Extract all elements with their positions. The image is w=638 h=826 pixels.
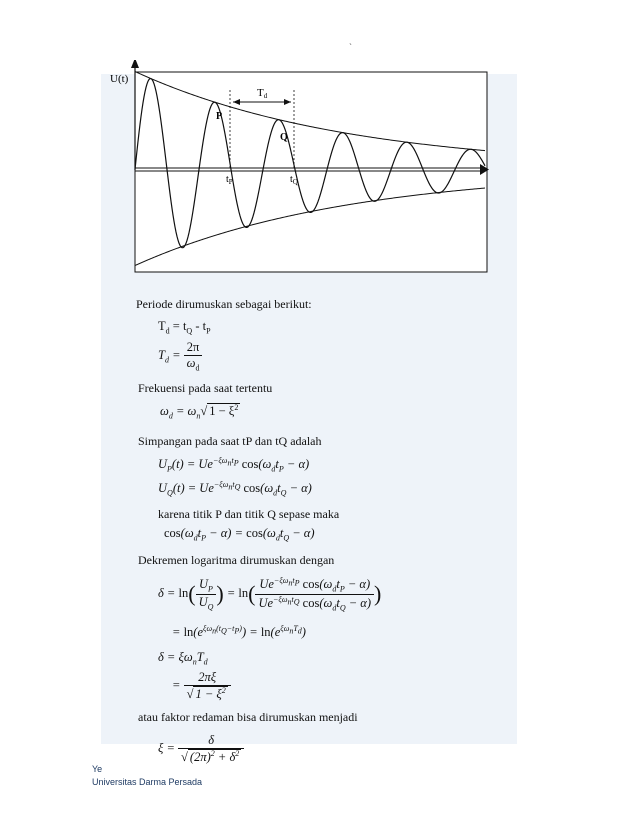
point-p-label: P xyxy=(216,111,223,122)
eq-decrement-4: = $\frac{2\pi\xi}{√ 1 - \xi^2}$ xyxy=(172,670,231,702)
damped-oscillation-figure xyxy=(100,60,500,280)
text-phase-intro: karena titik P dan titik Q sepase maka xyxy=(158,507,340,521)
eq-decrement-1: δ = ln( $\frac{U_P}{U_Q}$ ) = ln( $\frac{Ue^{-\xi\omega_nt_P} \cos(\omega_dt_P - \alpha)}{Ue^{-\xi\omega_nt_Q} \cos(\omega_dt_Q - \alpha)}$ ) xyxy=(158,576,382,613)
eq-phase: $\cos(\omega_dt_P - \alpha) = \cos(\omega_dt_Q - \alpha)$ xyxy=(164,526,315,543)
text-frequency-intro: Frekuensi pada saat tertentu xyxy=(138,381,273,395)
y-axis-label: U(t) xyxy=(110,73,129,85)
eq-period-1: $T_d = t_Q - t_P$ xyxy=(158,319,211,336)
text-displacement-intro: Simpangan pada saat tP dan tQ adalah xyxy=(138,434,322,448)
text-period-intro: Periode dirumuskan sebagai berikut: xyxy=(136,297,312,311)
stray-mark: ` xyxy=(349,42,352,52)
footer-university: Universitas Darma Persada xyxy=(92,777,203,787)
eq-period-2: $T_d$ = $\frac{2\pi}{\omega_d}$ xyxy=(158,340,202,373)
eq-displacement-q: $U_Q(t) = Ue^{-\xi\omega_nt_Q}$ $\cos(\omega_dt_Q - \alpha)$ xyxy=(158,480,312,498)
text-decrement-intro: Dekremen logaritma dirumuskan dengan xyxy=(138,553,335,567)
tick-q-label: $t_Q$ xyxy=(290,174,298,186)
eq-damping: ξ = $\frac{\delta}{√ (2\pi)^2 + \delta^2}$ xyxy=(158,733,244,765)
y-axis-arrow xyxy=(131,60,139,68)
eq-decrement-2: = $\ln(e^{\xi\omega_n(t_Q-t_P)}) = \ln(e^{\xi\omega_nT_d})$ xyxy=(172,624,306,640)
footer-author: Ye xyxy=(92,764,103,774)
tick-p-label: $t_P$ xyxy=(226,174,233,186)
eq-displacement-p: $U_P(t) = Ue^{-\xi\omega_nt_P}$ $\cos(\omega_dt_P - \alpha)$ xyxy=(158,456,310,474)
figure-frame xyxy=(135,72,487,272)
period-label: Td xyxy=(257,87,268,100)
point-q-label: Q xyxy=(280,132,288,143)
eq-frequency: $\omega_d = \omega_n√$ $1 - \xi^2$ xyxy=(160,403,239,421)
text-damping-intro: atau faktor redaman bisa dirumuskan menjadi xyxy=(138,710,358,724)
eq-decrement-3: $\delta = \xi\omega_nT_d$ xyxy=(158,650,208,667)
